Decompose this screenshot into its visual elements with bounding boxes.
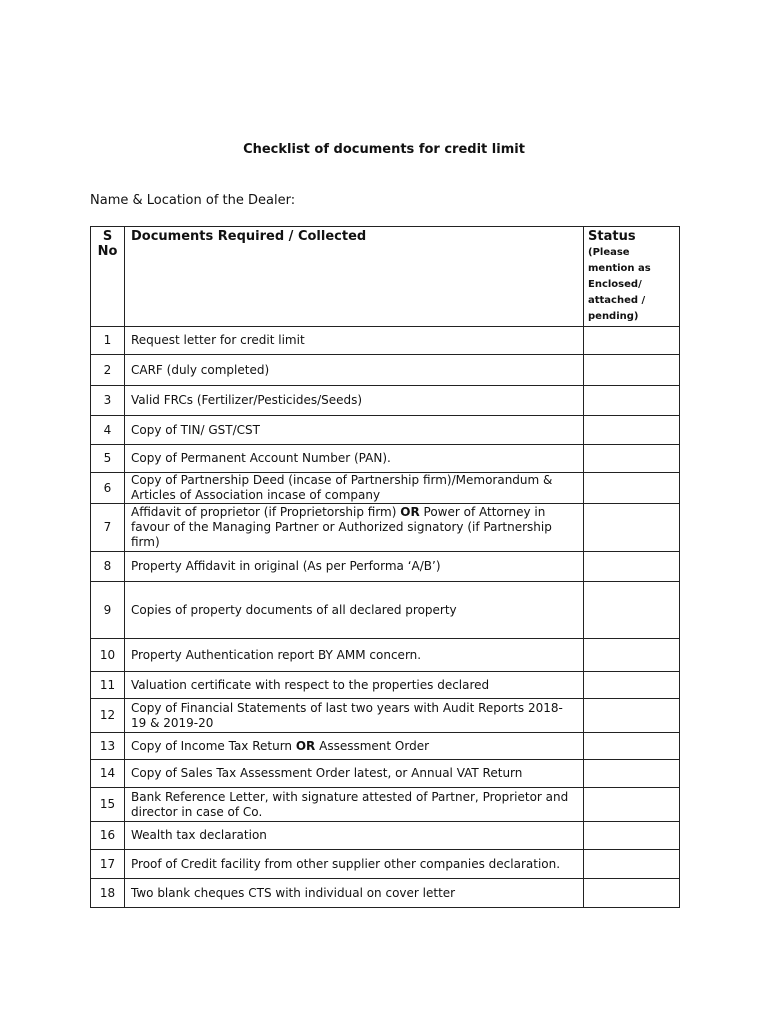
table-row — [91, 788, 680, 822]
row-number: 9 — [91, 582, 125, 639]
row-document: Copy of Financial Statements of last two years with Audit Reports 2018-19 & 2019-20 — [125, 699, 584, 733]
dealer-label: Name & Location of the Dealer: — [90, 193, 296, 208]
status-cell[interactable] — [584, 445, 680, 473]
or-keyword: OR — [400, 505, 420, 519]
row-number: 16 — [91, 822, 125, 850]
table-row — [91, 672, 680, 699]
row-number: 4 — [91, 416, 125, 445]
table-row — [91, 699, 680, 733]
status-cell[interactable] — [584, 355, 680, 386]
row-number: 13 — [91, 733, 125, 760]
row-document: Bank Reference Letter, with signature attested of Partner, Proprietor and director in case of Co. — [125, 788, 584, 822]
row-document: Wealth tax declaration — [125, 822, 584, 850]
row-number: 6 — [91, 473, 125, 504]
status-cell[interactable] — [584, 416, 680, 445]
row-number: 2 — [91, 355, 125, 386]
table-row — [91, 733, 680, 760]
status-cell[interactable] — [584, 733, 680, 760]
status-cell[interactable] — [584, 327, 680, 355]
status-cell[interactable] — [584, 699, 680, 733]
row-document: Request letter for credit limit — [125, 327, 584, 355]
row-number: 3 — [91, 386, 125, 416]
table-row — [91, 473, 680, 504]
table-row — [91, 879, 680, 908]
row-document: Proof of Credit facility from other supplier other companies declaration. — [125, 850, 584, 879]
status-cell[interactable] — [584, 552, 680, 582]
row-number: 1 — [91, 327, 125, 355]
table-row — [91, 327, 680, 355]
table-row — [91, 504, 680, 552]
row-document: Copy of Income Tax Return OR Assessment Order — [125, 733, 584, 760]
row-number: 12 — [91, 699, 125, 733]
checklist-table — [90, 226, 680, 908]
table-row — [91, 552, 680, 582]
row-number: 8 — [91, 552, 125, 582]
documents-header: Documents Required / Collected — [125, 227, 584, 327]
row-document: Copy of TIN/ GST/CST — [125, 416, 584, 445]
row-number: 7 — [91, 504, 125, 552]
row-number: 18 — [91, 879, 125, 908]
or-keyword: OR — [295, 738, 316, 753]
row-number: 5 — [91, 445, 125, 473]
status-cell[interactable] — [584, 386, 680, 416]
row-number: 17 — [91, 850, 125, 879]
row-number: 15 — [91, 788, 125, 822]
table-row — [91, 760, 680, 788]
table-row — [91, 445, 680, 473]
table-row — [91, 822, 680, 850]
row-document: Copies of property documents of all declared property — [125, 582, 584, 639]
row-document: Two blank cheques CTS with individual on cover letter — [125, 879, 584, 908]
table-row — [91, 355, 680, 386]
row-document: Copy of Permanent Account Number (PAN). — [125, 445, 584, 473]
status-header-note: (Please mention as Enclosed/ attached / pending) — [588, 247, 651, 322]
row-document: Property Affidavit in original (As per Performa ‘A/B’) — [125, 552, 584, 582]
table-row — [91, 416, 680, 445]
sno-header: S No — [91, 227, 125, 327]
status-cell[interactable] — [584, 788, 680, 822]
row-document: Valid FRCs (Fertilizer/Pesticides/Seeds) — [125, 386, 584, 416]
table-row — [91, 582, 680, 639]
table-row — [91, 639, 680, 672]
row-number: 11 — [91, 672, 125, 699]
status-cell[interactable] — [584, 473, 680, 504]
status-cell[interactable] — [584, 672, 680, 699]
status-header — [584, 227, 680, 327]
table-row — [91, 386, 680, 416]
row-number: 14 — [91, 760, 125, 788]
status-cell[interactable] — [584, 639, 680, 672]
status-cell[interactable] — [584, 582, 680, 639]
status-cell[interactable] — [584, 850, 680, 879]
row-document: Valuation certificate with respect to the properties declared — [125, 672, 584, 699]
status-cell[interactable] — [584, 822, 680, 850]
table-header-row — [91, 227, 680, 327]
row-number: 10 — [91, 639, 125, 672]
row-document: Copy of Partnership Deed (incase of Partnership firm)/Memorandum & Articles of Association incase of company — [125, 473, 584, 504]
status-cell[interactable] — [584, 504, 680, 552]
status-header-label: Status — [588, 229, 636, 244]
table-row — [91, 850, 680, 879]
row-document: Affidavit of proprietor (if Proprietorship firm) OR Power of Attorney in favour of the Managing Partner or Authorized signatory (if Partnership firm) — [125, 504, 584, 552]
row-document: CARF (duly completed) — [125, 355, 584, 386]
row-document: Copy of Sales Tax Assessment Order latest, or Annual VAT Return — [125, 760, 584, 788]
page-title: Checklist of documents for credit limit — [243, 142, 525, 157]
status-cell[interactable] — [584, 760, 680, 788]
row-document: Property Authentication report BY AMM concern. — [125, 639, 584, 672]
status-cell[interactable] — [584, 879, 680, 908]
